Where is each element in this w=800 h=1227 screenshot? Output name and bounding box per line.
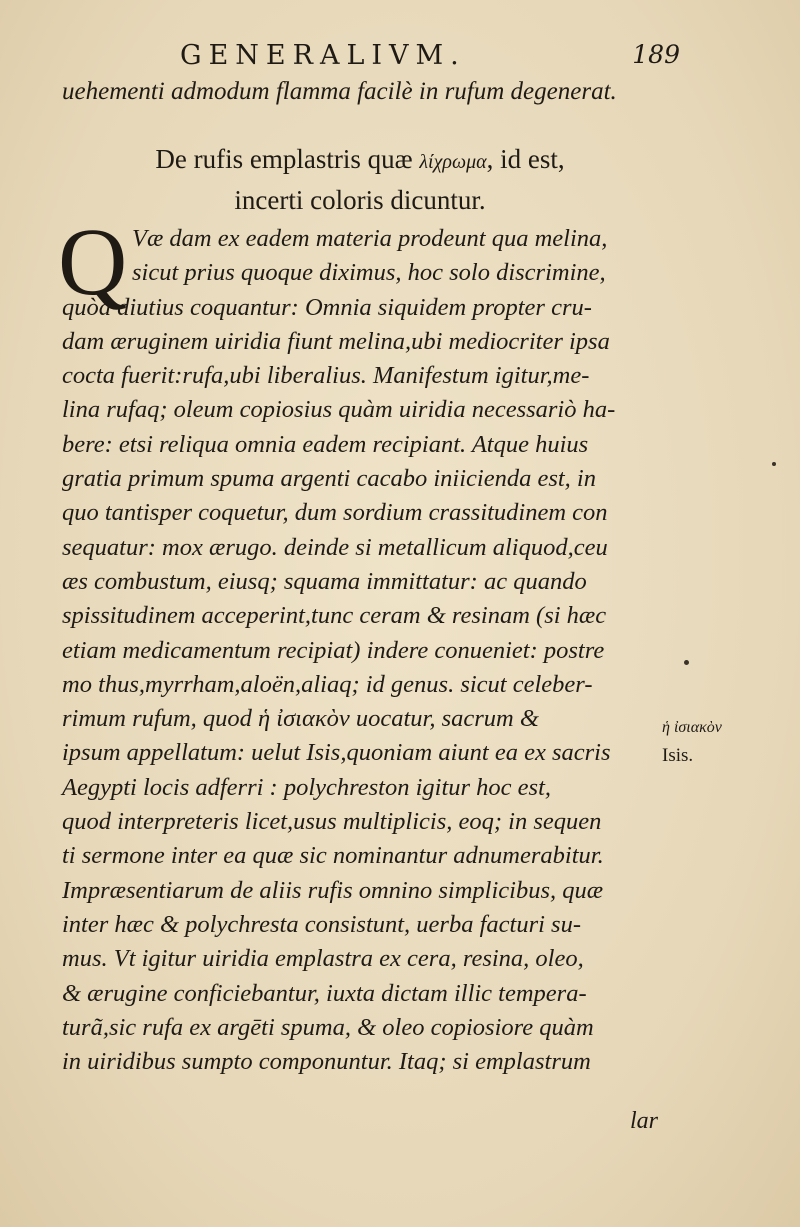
body-line: dam æruginem uiridia fiunt melina,ubi mediocriter ipsa — [62, 327, 610, 355]
body-line: & ærugine conficiebantur, iuxta dictam illic tempera- — [62, 979, 587, 1007]
body-line: sicut prius quoque diximus, hoc solo discrimine, — [132, 259, 606, 287]
body-line: bere: etsi reliqua omnia eadem recipiant. Atque huius — [62, 430, 589, 458]
body-line: rimum rufum, quod ἡ ἰσιακὸν uocatur, sacrum & — [62, 705, 539, 733]
heading-line-1-end: , id est, — [486, 144, 565, 174]
body-line: quòd diutius coquantur: Omnia siquidem propter cru- — [62, 293, 592, 321]
heading-greek-term: λίχρωμα — [419, 151, 487, 173]
margin-mark — [772, 462, 776, 466]
margin-note-latin: Isis. — [662, 745, 694, 766]
margin-note-greek: ἡ ἰσιακὸν — [662, 719, 722, 736]
body-line: inter hæc & polychresta consistunt, uerba facturi su- — [62, 910, 581, 938]
body-line: gratia primum spuma argenti cacabo iniicienda est, in — [62, 465, 596, 493]
running-title: GENERALIVM. — [180, 40, 466, 71]
body-text — [62, 222, 662, 1079]
heading-line-2: incerti coloris dicuntur. — [234, 185, 486, 215]
body-line: ti sermone inter ea quæ sic nominantur adnumerabitur. — [62, 842, 604, 870]
heading-line-1 — [60, 140, 660, 181]
margin-note — [662, 714, 796, 770]
continuation-line: uehementi admodum flamma facilè in rufum degenerat. — [62, 78, 617, 105]
body-line: mus. Vt igitur uiridia emplastra ex cera, resina, oleo, — [62, 945, 584, 973]
body-line: sequatur: mox ærugo. deinde si metallicum aliquod,ceu — [62, 533, 608, 561]
body-line: Aegypti locis adferri : polychreston igitur hoc est, — [62, 773, 552, 801]
body-line: ipsum appellatum: uelut Isis,quoniam aiunt ea ex sacris — [62, 739, 611, 767]
body-line: Impræsentiarum de aliis rufis omnino simplicibus, quæ — [62, 876, 604, 904]
page-header — [180, 40, 680, 80]
body-line: in uiridibus sumpto componuntur. Itaq; si emplastrum — [62, 1048, 591, 1076]
drop-cap-initial: Q — [58, 208, 128, 315]
page-number: 189 — [632, 40, 680, 69]
section-heading — [60, 140, 660, 219]
catchword: lar — [630, 1108, 659, 1134]
body-line: etiam medicamentum recipiat) indere conueniet: postre — [62, 636, 605, 664]
body-line: quod interpreteris licet,usus multiplicis, eoq; in sequen — [62, 808, 602, 836]
body-line: cocta fuerit:rufa,ubi liberalius. Manifestum igitur,me- — [62, 362, 590, 390]
body-line: quo tantisper coquetur, dum sordium crassitudinem con — [62, 499, 608, 527]
heading-line-1-start: De rufis emplastris quæ — [155, 144, 413, 174]
body-line: spissitudinem acceperint,tunc ceram & resinam (si hæc — [62, 602, 607, 630]
body-line: mo thus,myrrham,aloën,aliaq; id genus. sicut celeber- — [62, 670, 593, 698]
body-line: Væ dam ex eadem materia prodeunt qua melina, — [132, 225, 608, 252]
body-line: turã,sic rufa ex argēti spuma, & oleo copiosiore quàm — [62, 1013, 594, 1041]
margin-mark — [684, 660, 689, 665]
body-line: lina rufaq; oleum copiosius quàm uiridia necessariò ha- — [62, 396, 616, 424]
body-line: æs combustum, eiusq; squama immittatur: ac quando — [62, 567, 587, 595]
